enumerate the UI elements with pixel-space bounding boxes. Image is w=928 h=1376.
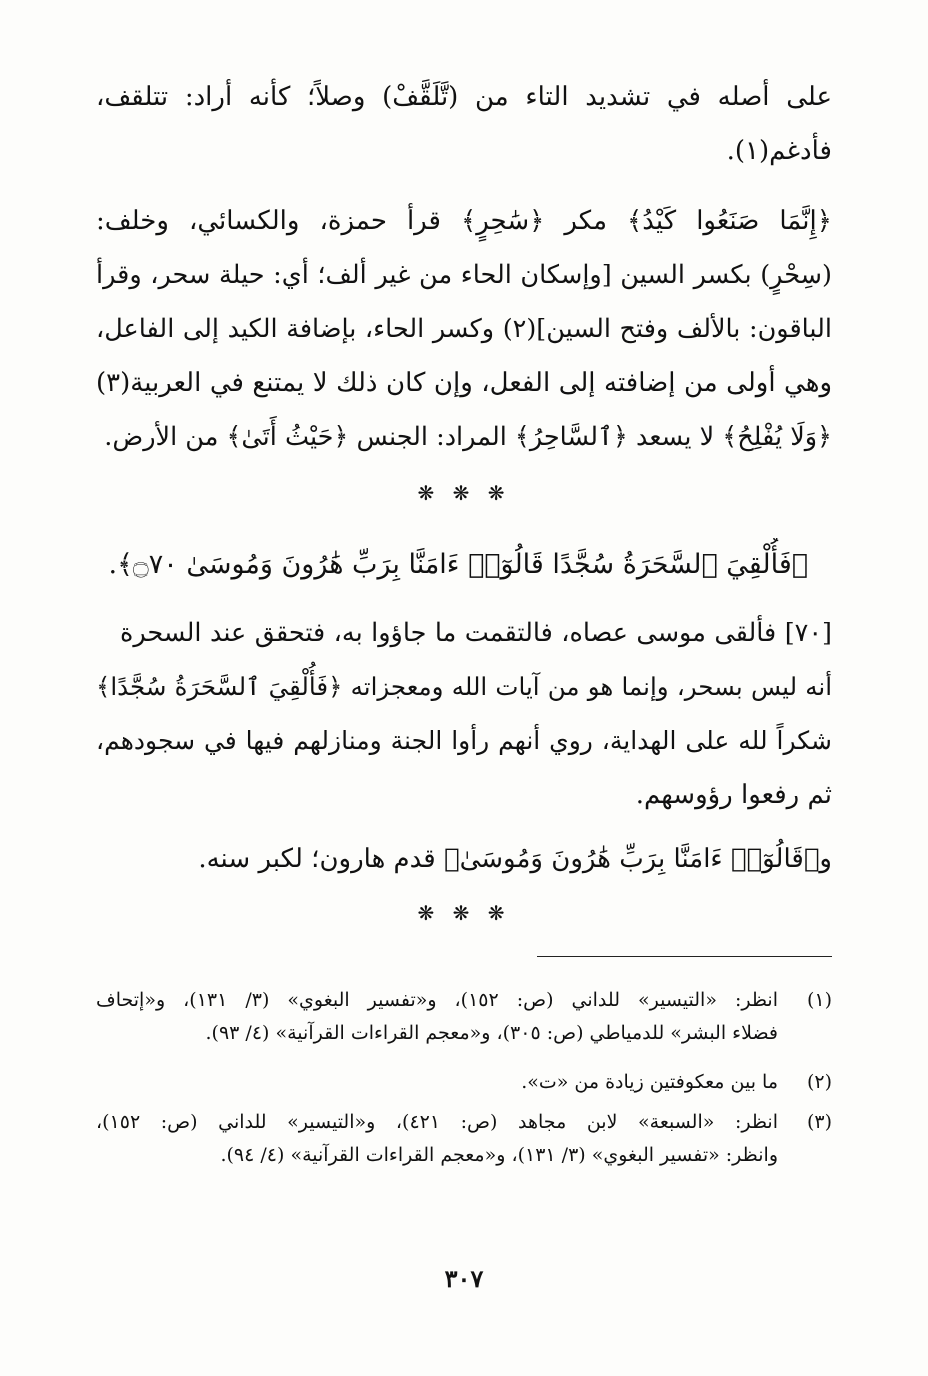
footnote-number: (٢) — [806, 1071, 832, 1093]
footnote-text: انظر: «التيسير» للداني (ص: ١٥٢)، و«تفسير البغوي» (٣/ ١٣١)، و«إتحاف — [96, 989, 778, 1011]
footnote-3 — [96, 1106, 832, 1172]
paragraph-4: و﴿قَالُوٓا۟ ءَامَنَّا بِرَبِّ هَٰرُونَ وَمُوسَىٰ﴾ قدم هارون؛ لكبر سنه. — [198, 844, 832, 874]
footnote-divider — [537, 956, 832, 957]
text-line: شكراً لله على الهداية، روي أنهم رأوا الجنة ومنازلهم فيها في سجودهم، — [96, 726, 832, 755]
text-line: وهي أولى من إضافته إلى الفعل، وإن كان ذلك لا يمتنع في العربية(٣) — [96, 368, 832, 398]
text-line: فأدغم(١). — [726, 136, 832, 166]
footnote-1 — [96, 984, 832, 1050]
footnote-number: (٣) — [806, 1111, 832, 1133]
section-separator: ❋ ❋ ❋ — [417, 901, 511, 925]
section-separator: ❋ ❋ ❋ — [417, 481, 511, 505]
text-line: (سِحْرٍ) بكسر السين [وإسكان الحاء من غير ألف؛ أي: حيلة سحر، وقرأ — [96, 260, 832, 290]
footnote-number: (١) — [806, 989, 832, 1011]
footnote-text: ما بين معكوفتين زيادة من «ت». — [521, 1071, 778, 1093]
text-line: الباقون: بالألف وفتح السين](٢) وكسر الحاء، بإضافة الكيد إلى الفاعل، — [96, 314, 832, 344]
text-line: ﴿وَلَا يُفْلِحُ﴾ لا يسعد ﴿ٱلسَّاحِرُ﴾ المراد: الجنس ﴿حَيْثُ أَتَىٰ﴾ من الأرض. — [104, 422, 832, 452]
quran-verse: ﴿فَأُلْقِيَ ٱلسَّحَرَةُ سُجَّدًا قَالُوٓا۟ ءَامَنَّا بِرَبِّ هَٰرُونَ وَمُوسَىٰ ۝٧٠﴾. — [108, 549, 808, 580]
text-line: أنه ليس بسحر، وإنما هو من آيات الله ومعجزاته ﴿فَأُلْقِيَ ٱلسَّحَرَةُ سُجَّدًا﴾ — [96, 672, 832, 701]
text-line: على أصله في تشديد التاء من (تَّلَقَّفْ) وصلاً؛ كأنه أراد: تتلقف، — [96, 82, 832, 112]
footnote-text: فضلاء البشر» للدمياطي (ص: ٣٠٥)، و«معجم القراءات القرآنية» (٤/ ٩٣). — [205, 1022, 778, 1044]
text-line: ﴿إِنَّمَا صَنَعُوا كَيْدُ﴾ مكر ﴿سَٰحِرٍ﴾ قرأ حمزة، والكسائي، وخلف: — [96, 206, 832, 236]
footnote-text: انظر: «السبعة» لابن مجاهد (ص: ٤٢١)، و«التيسير» للداني (ص: ١٥٢)، — [96, 1111, 778, 1133]
page-number: ٣٠٧ — [444, 1264, 484, 1293]
text-line: ثم رفعوا رؤوسهم. — [635, 780, 832, 810]
text-line: [٧٠] فألقى موسى عصاه، فالتقمت ما جاؤوا به، فتحقق عند السحرة — [120, 618, 832, 648]
footnote-2 — [96, 1066, 832, 1099]
footnote-text: وانظر: «تفسير البغوي» (٣/ ١٣١)، و«معجم القراءات القرآنية» (٤/ ٩٤). — [220, 1144, 778, 1166]
